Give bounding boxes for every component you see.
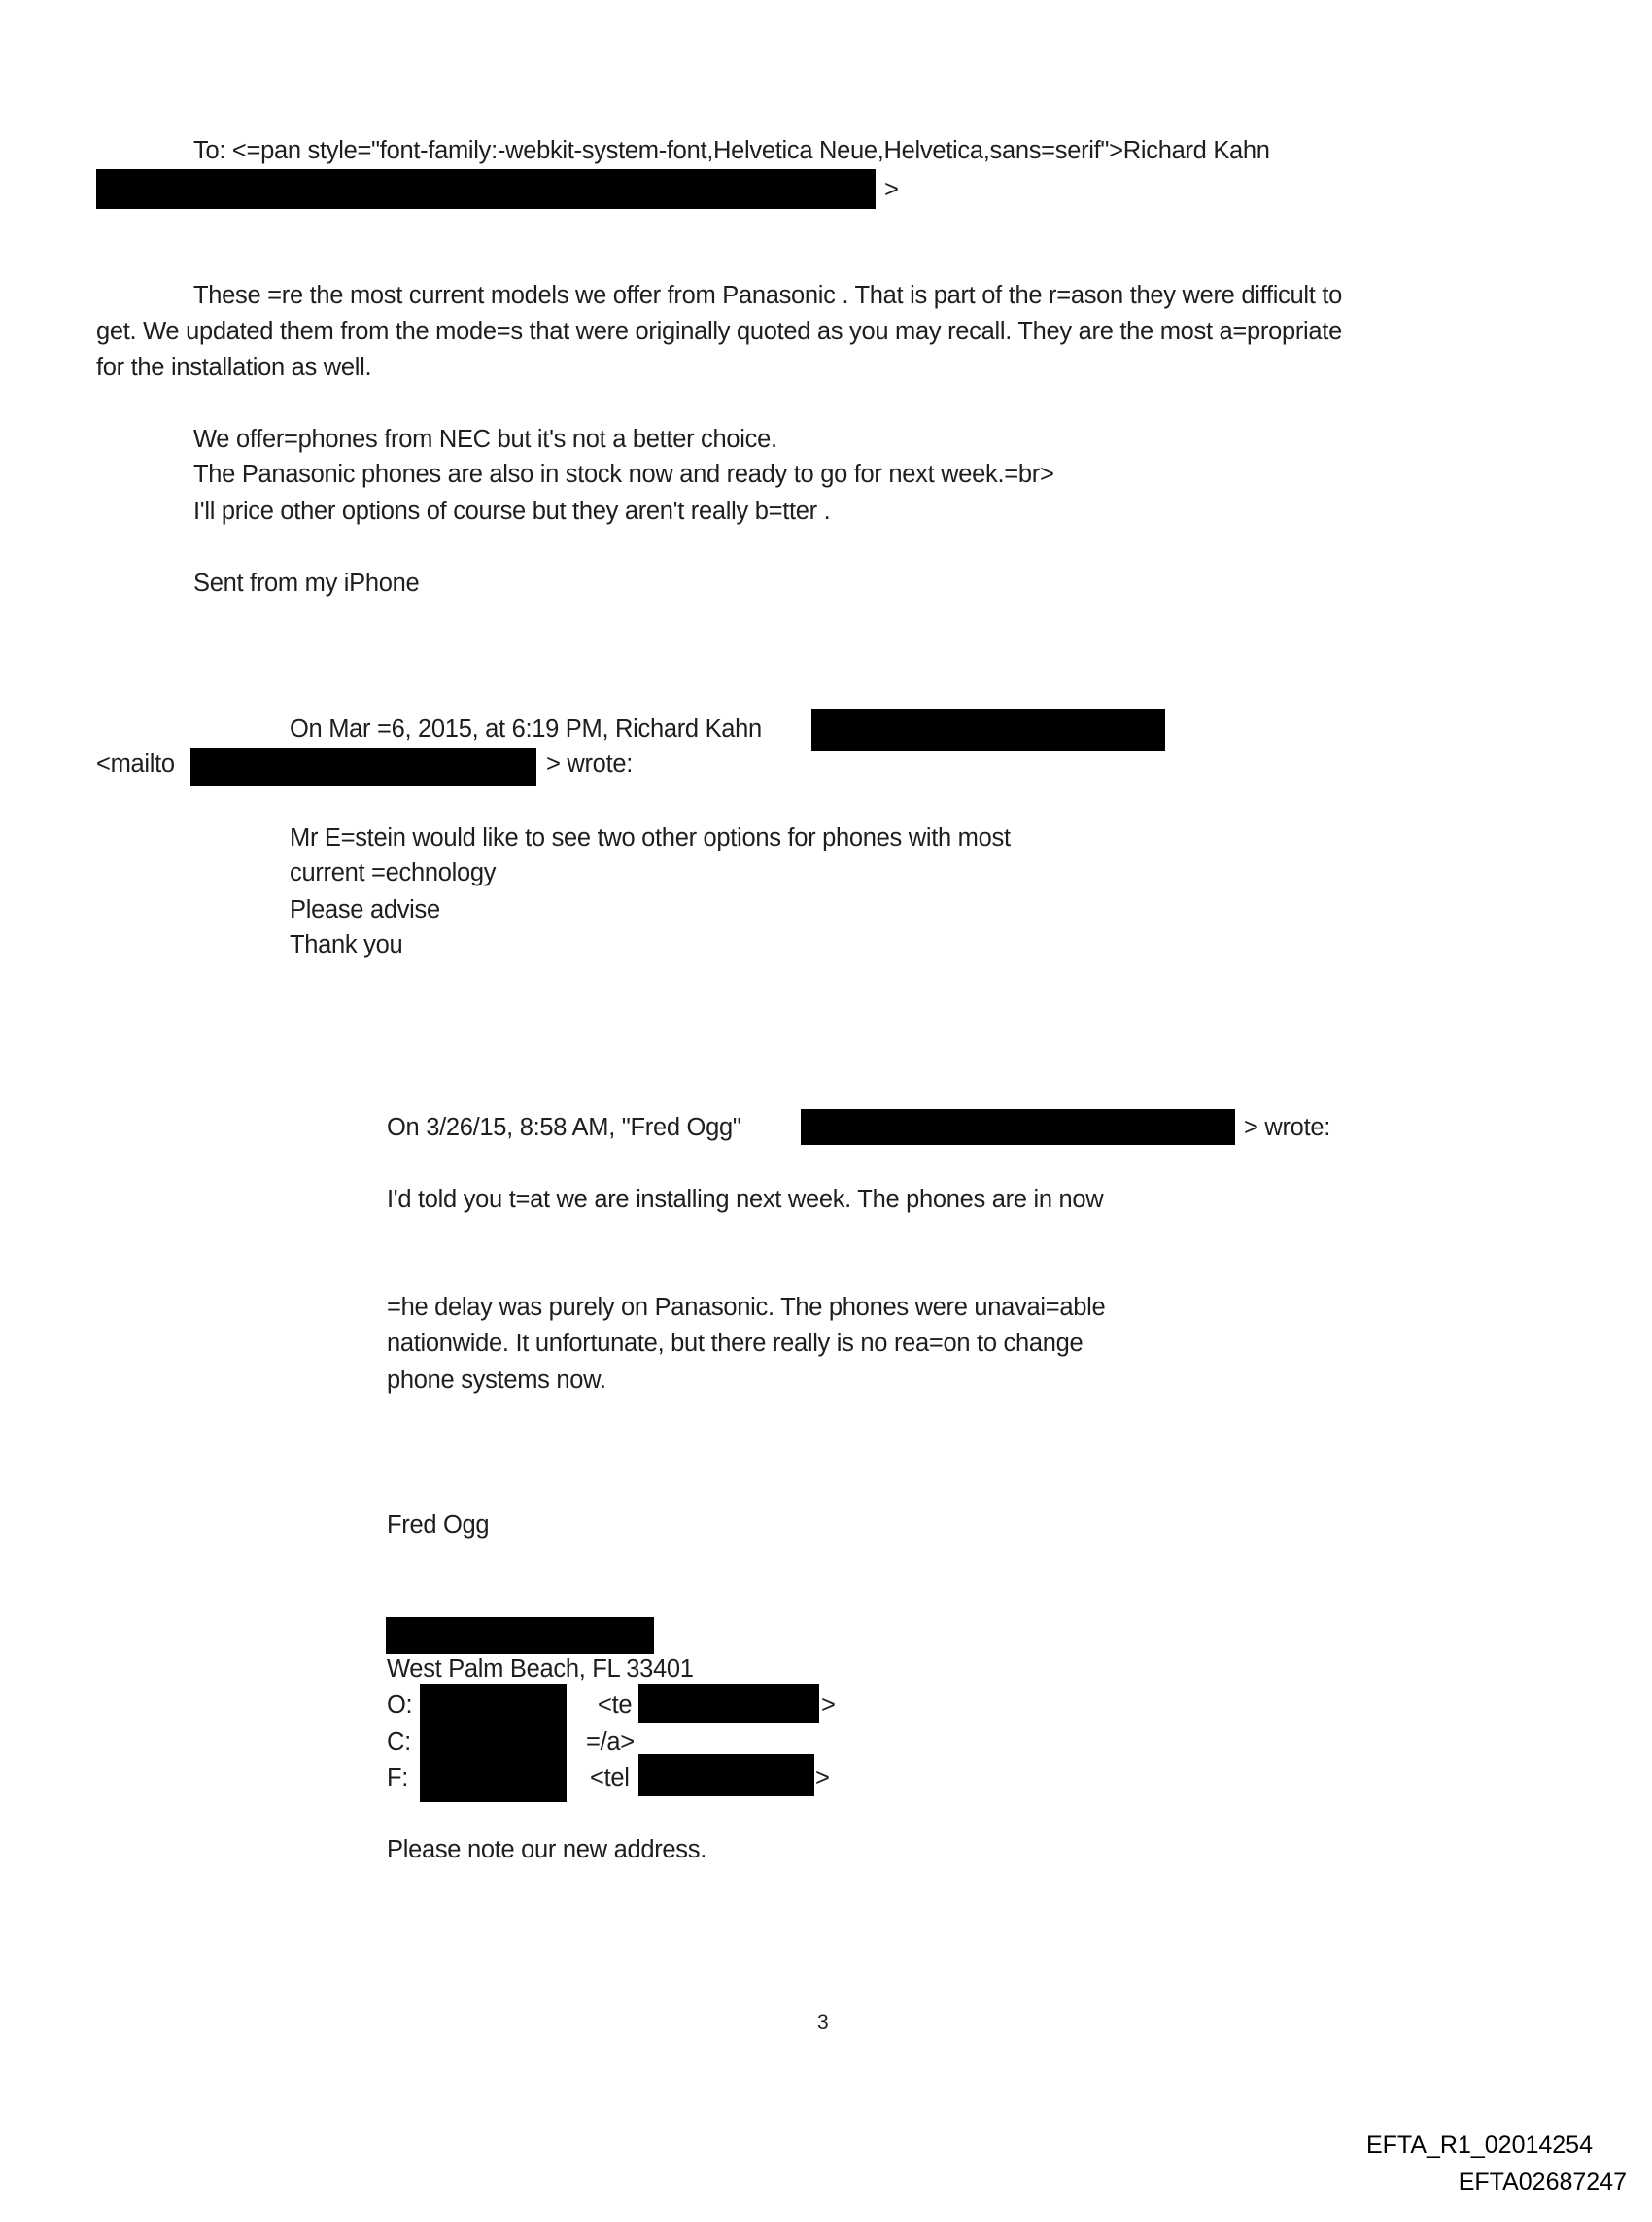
reply-line: I'll price other options of course but they aren't really b=tter . [193, 498, 831, 525]
quote-line: current =echnology [290, 859, 497, 886]
wrote-text: > wrote: [1244, 1114, 1331, 1141]
quote-line: Thank you [290, 931, 403, 958]
quote-line: Please advise [290, 896, 440, 923]
reply-line: get. We updated them from the mode=s that were originally quoted as you may recall. They are the most a=propriate [96, 318, 1342, 345]
to-line-end: > [884, 176, 899, 203]
close-bracket: > [815, 1764, 830, 1791]
bates-number-1: EFTA_R1_02014254 [1365, 2132, 1593, 2159]
office-tel: <te [598, 1691, 633, 1719]
office-label: O: [387, 1691, 413, 1719]
quote-line: I'd told you t=at we are installing next week. The phones are in now [387, 1186, 1104, 1213]
redaction [420, 1684, 567, 1802]
redaction [638, 1754, 814, 1796]
quote-header: On 3/26/15, 8:58 AM, "Fred Ogg" [387, 1114, 741, 1141]
redaction [801, 1109, 1235, 1145]
reply-line: for the installation as well. [96, 354, 372, 381]
fax-label: F: [387, 1764, 409, 1791]
address-note: Please note our new address. [387, 1836, 706, 1863]
fax-tel: <tel [590, 1764, 630, 1791]
cell-tail: =/a> [586, 1728, 635, 1755]
sender-city: West Palm Beach, FL 33401 [387, 1655, 694, 1683]
redaction [811, 709, 1165, 751]
close-bracket: > [821, 1691, 836, 1719]
reply-line: These =re the most current models we offer from Panasonic . That is part of the r=ason they were difficult to [193, 282, 1342, 309]
signature: Sent from my iPhone [193, 570, 420, 597]
reply-line: We offer=phones from NEC but it's not a better choice. [193, 426, 777, 453]
quote-line: Mr E=stein would like to see two other options for phones with most [290, 824, 1011, 851]
page-number: 3 [817, 2011, 829, 2033]
sender-name: Fred Ogg [387, 1511, 490, 1539]
bates-number-2: EFTA02687247 [1458, 2169, 1627, 2196]
quote-line: phone systems now. [387, 1367, 606, 1394]
quote-line: =he delay was purely on Panasonic. The phones were unavai=able [387, 1294, 1106, 1321]
mailto-text: <mailto [96, 750, 175, 778]
quote-line: nationwide. It unfortunate, but there really is no rea=on to change [387, 1330, 1084, 1357]
wrote-text: > wrote: [546, 750, 634, 778]
redaction [190, 748, 536, 786]
quote-header: On Mar =6, 2015, at 6:19 PM, Richard Kahn [290, 715, 762, 743]
redaction [638, 1684, 819, 1723]
to-line: To: <=pan style="font-family:-webkit-system-font,Helvetica Neue,Helvetica,sans=serif">Richard Kahn [193, 137, 1270, 164]
redaction [386, 1617, 654, 1654]
redaction [96, 169, 876, 209]
cell-label: C: [387, 1728, 411, 1755]
reply-line: The Panasonic phones are also in stock now and ready to go for next week.=br> [193, 461, 1054, 488]
